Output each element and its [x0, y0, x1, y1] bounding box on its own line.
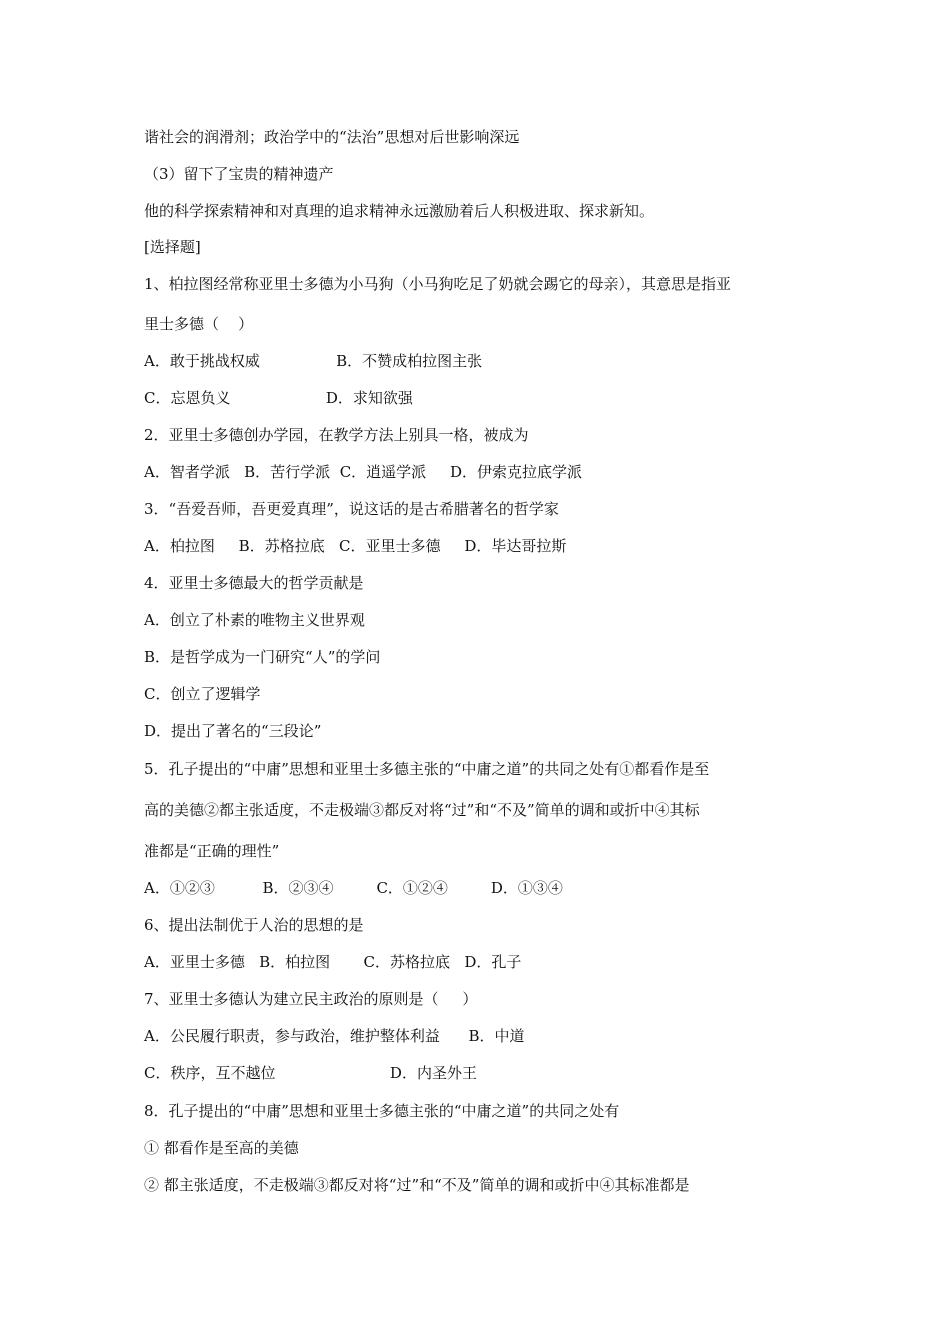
question-8-item-2: ② 都主张适度，不走极端③都反对将“过”和“不及”简单的调和或折中④其标准都是: [144, 1176, 690, 1194]
option-4a: A．创立了朴素的唯物主义世界观: [144, 611, 365, 629]
section-heading: [选择题]: [144, 238, 201, 256]
option-4b: B．是哲学成为一门研究“人”的学问: [144, 648, 381, 666]
question-5: 5．孔子提出的“中庸”思想和亚里士多德主张的“中庸之道”的共同之处有①都看作是至: [144, 760, 710, 778]
question-1-cont: 里士多德（ ）: [144, 315, 254, 333]
options-5: A．①②③ B．②③④ C．①②④ D．①③④: [144, 879, 563, 897]
option-4d: D．提出了著名的“三段论”: [144, 722, 322, 740]
question-6: 6、提出法制优于人治的思想的是: [144, 916, 364, 934]
options-6: A．亚里士多德 B．柏拉图 C．苏格拉底 D．孔子: [144, 953, 522, 971]
question-5-cont: 高的美德②都主张适度，不走极端③都反对将“过”和“不及”简单的调和或折中④其标: [144, 801, 700, 819]
option-4c: C．创立了逻辑学: [144, 685, 261, 703]
question-4: 4．亚里士多德最大的哲学贡献是: [144, 574, 364, 592]
options-3: A．柏拉图 B．苏格拉底 C．亚里士多德 D．毕达哥拉斯: [144, 537, 567, 555]
options-2: A．智者学派 B．苦行学派 C．逍遥学派 D．伊索克拉底学派: [144, 463, 583, 481]
question-7: 7、亚里士多德认为建立民主政治的原则是（ ）: [144, 990, 478, 1008]
text-line: 谐社会的润滑剂；政治学中的“法治”思想对后世影响深远: [144, 128, 520, 146]
question-3: 3．“吾爱吾师，吾更爱真理”，说这话的是古希腊著名的哲学家: [144, 500, 559, 518]
options-7-ab: A．公民履行职责，参与政治，维护整体利益 B．中道: [144, 1027, 525, 1045]
text-line: 他的科学探索精神和对真理的追求精神永远激励着后人积极进取、探求新知。: [144, 202, 655, 220]
text-line: （3）留下了宝贵的精神遗产: [144, 165, 334, 183]
question-5-cont: 准都是“正确的理性”: [144, 842, 280, 860]
question-2: 2．亚里士多德创办学园，在教学方法上别具一格，被成为: [144, 426, 529, 444]
question-8-item-1: ① 都看作是至高的美德: [144, 1139, 299, 1157]
options-7-cd: C．秩序，互不越位 D．内圣外王: [144, 1064, 477, 1082]
options-1-cd: C．忘恩负义 D．求知欲强: [144, 389, 413, 407]
question-8: 8．孔子提出的“中庸”思想和亚里士多德主张的“中庸之道”的共同之处有: [144, 1102, 620, 1120]
options-1-ab: A．敢于挑战权威 B．不赞成柏拉图主张: [144, 352, 483, 370]
question-1: 1、柏拉图经常称亚里士多德为小马狗（小马狗吃足了奶就会踢它的母亲），其意思是指亚: [144, 275, 732, 293]
